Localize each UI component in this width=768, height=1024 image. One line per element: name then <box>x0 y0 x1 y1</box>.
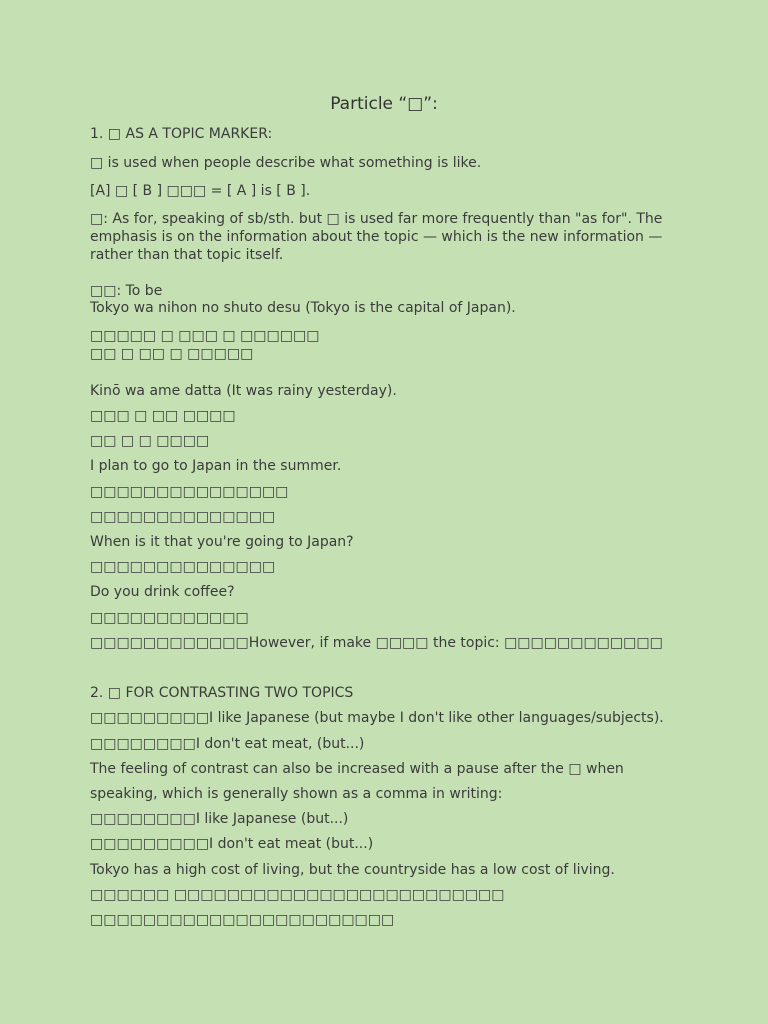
example-3-japanese-line-2: □□□□□□□□□□□□□□ <box>90 509 276 525</box>
example-2-romaji: Kinō wa ame datta (It was rainy yesterday). <box>90 383 397 399</box>
section-2-example-2: □□□□□□□□I don't eat meat, (but...) <box>90 736 365 752</box>
example-5-japanese-line-1: □□□□□□□□□□□□ <box>90 610 249 626</box>
section-1-heading: 1. □ AS A TOPIC MARKER: <box>90 126 273 142</box>
example-1-definition: □□: To be <box>90 283 163 299</box>
example-5-japanese-line-2: □□□□□□□□□□□□However, if make □□□□ the topic: □□□□□□□□□□□□ <box>90 635 663 651</box>
section-2-example-4: □□□□□□□□□I don't eat meat (but...) <box>90 836 374 852</box>
section-2-note-line-2: speaking, which is generally shown as a comma in writing: <box>90 786 503 802</box>
section-2-heading: 2. □ FOR CONTRASTING TWO TOPICS <box>90 685 354 701</box>
page-title: Particle “□”: <box>330 94 438 114</box>
example-1-japanese-line-2: □□ □ □□ □ □□□□□ <box>90 346 254 362</box>
example-1-japanese-line-1: □□□□□ □ □□□ □ □□□□□□ <box>90 328 320 344</box>
section-1-description: □ is used when people describe what something is like. <box>90 155 482 171</box>
section-2-example-5-japanese-line-2: □□□□□□□□□□□□□□□□□□□□□□□ <box>90 912 395 928</box>
section-1-formula: [A] □ [ B ] □□□ = [ A ] is [ B ]. <box>90 183 311 199</box>
example-3-english: I plan to go to Japan in the summer. <box>90 458 342 474</box>
example-1-romaji: Tokyo wa nihon no shuto desu (Tokyo is the capital of Japan). <box>90 300 516 316</box>
example-4-english: When is it that you're going to Japan? <box>90 534 354 550</box>
section-2-note-line-1: The feeling of contrast can also be increased with a pause after the □ when <box>90 761 624 777</box>
example-4-japanese: □□□□□□□□□□□□□□ <box>90 559 276 575</box>
section-2-example-5-english: Tokyo has a high cost of living, but the countryside has a low cost of living. <box>90 862 615 878</box>
section-1-note: □: As for, speaking of sb/sth. but □ is used far more frequently than "as for". The emphasis is on the information about the topic — which is the new information — rather than that topic itself. <box>90 211 663 263</box>
example-3-japanese-line-1: □□□□□□□□□□□□□□□ <box>90 484 289 500</box>
example-2-japanese-line-2: □□ □ □ □□□□ <box>90 433 210 449</box>
example-5-english: Do you drink coffee? <box>90 584 235 600</box>
example-2-japanese-line-1: □□□ □ □□ □□□□ <box>90 408 236 424</box>
section-2-example-3: □□□□□□□□I like Japanese (but...) <box>90 811 349 827</box>
section-2-example-1: □□□□□□□□□I like Japanese (but maybe I don't like other languages/subjects). <box>90 710 664 726</box>
section-2-example-5-japanese-line-1: □□□□□□ □□□□□□□□□□□□□□□□□□□□□□□□□ <box>90 887 505 903</box>
